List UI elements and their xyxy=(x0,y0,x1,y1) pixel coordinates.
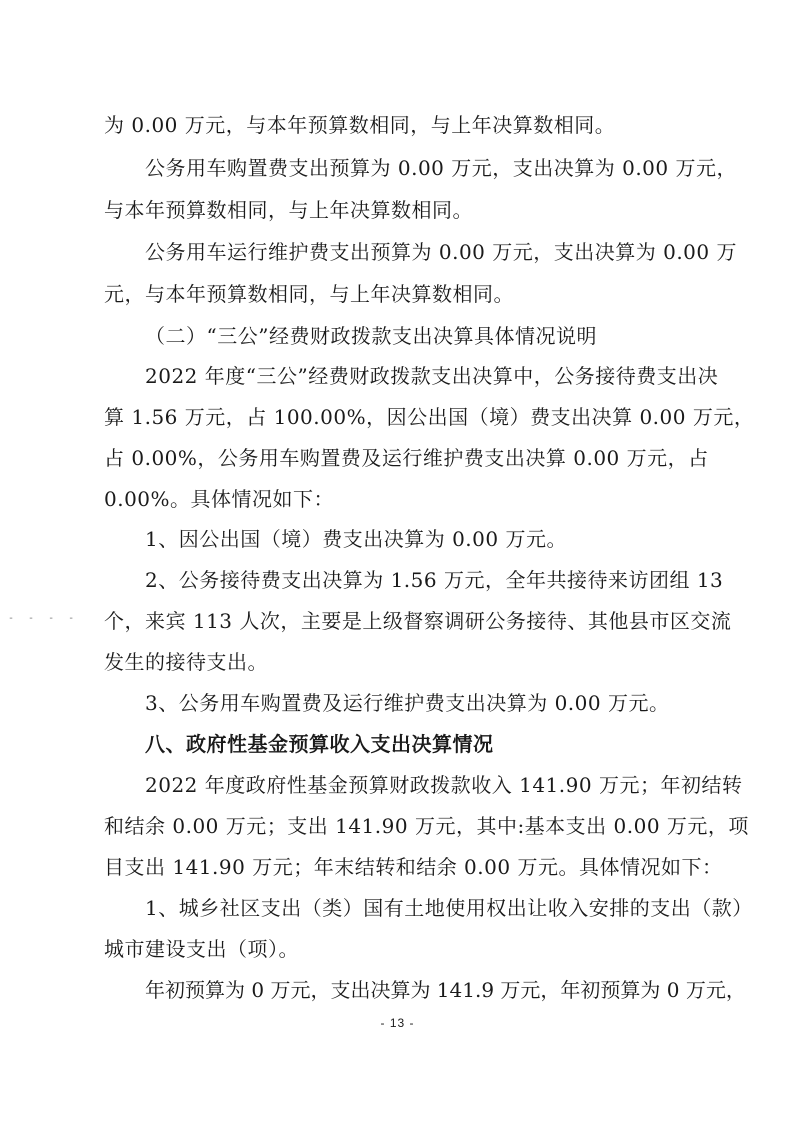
text-line: 2022 年度“三公”经费财政拨款支出决算中，公务接待费支出决 xyxy=(145,364,719,388)
text-line: 1、因公出国（境）费支出决算为 0.00 万元。 xyxy=(145,527,567,551)
text-line: 1、城乡社区支出（类）国有土地使用权出让收入安排的支出（款） xyxy=(145,896,753,920)
text-line: 2022 年度政府性基金预算财政拨款收入 141.90 万元；年初结转 xyxy=(145,773,743,797)
text-line: 公务用车运行维护费支出预算为 0.00 万元，支出决算为 0.00 万 xyxy=(145,240,737,264)
section-heading: 八、政府性基金预算收入支出决算情况 xyxy=(145,732,494,756)
text-line: 城市建设支出（项）。 xyxy=(104,937,299,961)
text-line: 算 1.56 万元，占 100.00%，因公出国（境）费支出决算 0.00 万元， xyxy=(104,405,755,429)
text-line: 2、公务接待费支出决算为 1.56 万元，全年共接待来访团组 13 xyxy=(145,568,724,592)
text-line: 占 0.00%，公务用车购置费及运行维护费支出决算 0.00 万元，占 xyxy=(104,446,709,470)
text-line: 3、公务用车购置费及运行维护费支出决算为 0.00 万元。 xyxy=(145,691,670,715)
text-line: 年初预算为 0 万元，支出决算为 141.9 万元，年初预算为 0 万元， xyxy=(145,978,746,1002)
text-line: 发生的接待支出。 xyxy=(104,650,268,674)
text-line: 0.00%。具体情况如下： xyxy=(104,487,335,511)
text-line: 与本年预算数相同，与上年决算数相同。 xyxy=(104,198,473,222)
text-line: 公务用车购置费支出预算为 0.00 万元，支出决算为 0.00 万元， xyxy=(145,156,737,180)
text-line: 目支出 141.90 万元；年末结转和结余 0.00 万元。具体情况如下： xyxy=(104,855,723,879)
section-subheading: （二）“三公”经费财政拨款支出决算具体情况说明 xyxy=(145,324,597,348)
text-line: 和结余 0.00 万元；支出 141.90 万元，其中:基本支出 0.00 万元，项 xyxy=(104,814,749,838)
text-line: 个，来宾 113 人次，主要是上级督察调研公务接待、其他县市区交流 xyxy=(104,609,732,633)
text-line: 为 0.00 万元，与本年预算数相同，与上年决算数相同。 xyxy=(104,113,616,137)
page-number: - 13 - xyxy=(380,1016,415,1030)
margin-marks: - - - - xyxy=(8,613,79,624)
text-line: 元，与本年预算数相同，与上年决算数相同。 xyxy=(104,282,514,306)
